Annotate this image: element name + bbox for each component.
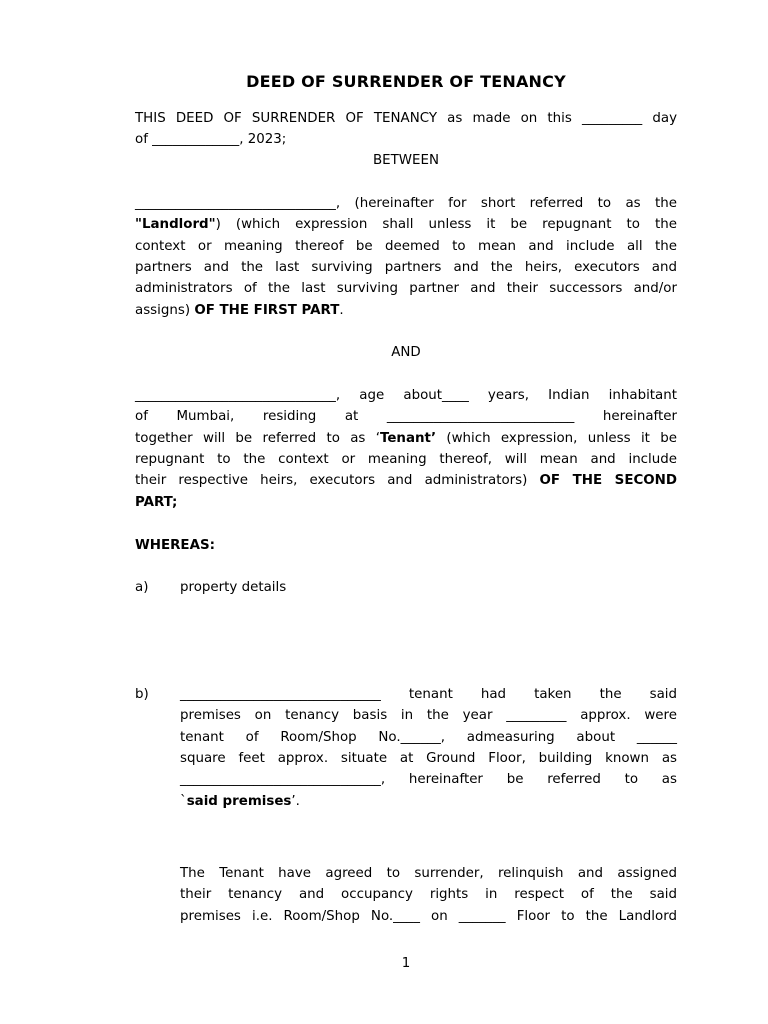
clause-b-line-3: tenant of Room/Shop No.______, admeasuring about ______ [180,730,677,745]
landlord-line-6: assigns) OF THE FIRST PART. [135,303,344,318]
tenant-line-3: together will be referred to as ‘Tenant’ (which expression, unless it be [135,431,677,446]
clause-b-line-1: ______________________________ tenant had taken the said [180,687,677,702]
surrender-line-3: premises i.e. Room/Shop No.____ on _______ Floor to the Landlord [180,909,677,924]
tenant-line-1: ______________________________, age about____ years, Indian inhabitant [135,388,677,403]
page-number: 1 [401,956,411,971]
clause-b-line-5: ______________________________, hereinafter be referred to as [180,772,677,787]
whereas-heading: WHEREAS: [135,538,215,553]
tenant-line-4: repugnant to the context or meaning thereof, will mean and include [135,452,677,467]
clause-a-label: a) [135,580,149,595]
landlord-line-3: context or meaning thereof be deemed to mean and include all the [135,239,677,254]
intro-line-1: THIS DEED OF SURRENDER OF TENANCY as made on this _________ day [135,111,677,126]
landlord-line-1: ______________________________, (hereinafter for short referred to as the [135,196,677,211]
clause-b-line-6: `said premises’. [180,794,300,809]
clause-a-text: property details [180,580,287,595]
first-part-label: OF THE FIRST PART [194,303,340,318]
landlord-line-2: "Landlord") (which expression shall unless it be repugnant to the [135,217,677,232]
said-premises-term: said premises [186,794,292,809]
tenant-term: Tenant’ [380,431,437,446]
surrender-line-1: The Tenant have agreed to surrender, relinquish and assigned [180,866,677,881]
tenant-line-6: PART; [135,495,178,510]
intro-line-2: of _____________, 2023; [135,132,287,147]
and-heading: AND [391,345,421,360]
tenant-line-5: their respective heirs, executors and administrators) OF THE SECOND [135,473,677,488]
surrender-line-2: their tenancy and occupancy rights in respect of the said [180,887,677,902]
clause-b-label: b) [135,687,149,702]
clause-b-line-2: premises on tenancy basis in the year _________ approx. were [180,708,677,723]
clause-b-line-4: square feet approx. situate at Ground Floor, building known as [180,751,677,766]
tenant-line-2: of Mumbai, residing at ____________________________ hereinafter [135,409,677,424]
landlord-term: "Landlord" [135,217,216,232]
landlord-line-5: administrators of the last surviving partner and their successors and/or [135,281,677,296]
landlord-line-4: partners and the last surviving partners and the heirs, executors and [135,260,677,275]
between-heading: BETWEEN [372,153,439,168]
second-part-label: OF THE SECOND [539,473,677,488]
document-title: DEED OF SURRENDER OF TENANCY [246,72,566,91]
